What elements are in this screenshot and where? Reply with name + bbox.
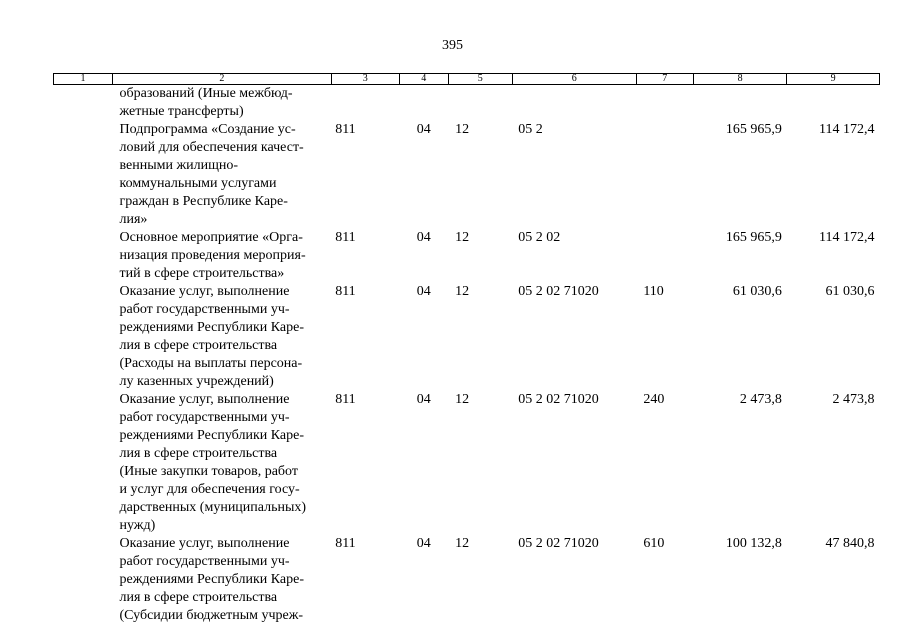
table-row [54,121,880,229]
row-rz [399,85,448,122]
row-csr: 05 2 02 [518,230,561,245]
row-pr: 12 [455,122,470,137]
row-rz: 04 [416,230,431,245]
row-sum-1: 165 965,9 [725,230,782,245]
header-col-8: 8 [693,74,787,85]
row-csr: 05 2 02 71020 [518,536,599,551]
header-col-1: 1 [54,74,113,85]
page-number: 395 [442,38,463,53]
row-vr [636,121,693,229]
row-vr [636,229,693,283]
table-row [54,229,880,283]
row-sum-2: 114 172,4 [819,230,875,245]
row-csr: 05 2 02 71020 [518,284,599,299]
row-index-cell [54,121,113,229]
table-header [54,74,880,85]
row-kvsr: 811 [335,230,356,245]
row-index-cell [54,283,113,391]
row-csr [512,85,636,122]
row-pr: 12 [455,230,470,245]
row-sum-2: 61 030,6 [825,284,875,299]
row-vr: 110 [643,284,664,299]
row-name: образований (Иные межбюд- жетные трансферты) [119,86,293,119]
row-sum-2: 2 473,8 [832,392,875,407]
table-row [54,391,880,535]
row-rz: 04 [416,536,431,551]
row-sum-1: 2 473,8 [739,392,782,407]
row-name: Основное мероприятие «Орга- низация проведения мероприя- тий в сфере строительства» [119,230,306,281]
table-body [54,85,880,626]
header-col-3: 3 [331,74,399,85]
row-index-cell [54,535,113,625]
row-rz: 04 [416,284,431,299]
row-index-cell [54,391,113,535]
row-index-cell [54,85,113,122]
row-name: Подпрограмма «Создание ус- ловий для обеспечения качест- венными жилищно- коммунальными услугами граждан в Республике Каре- лия» [119,122,304,227]
row-index-cell [54,229,113,283]
row-csr: 05 2 [518,122,543,137]
row-name: Оказание услуг, выполнение работ государственными уч- реждениями Республики Каре- лия в сфере строительства (Иные закупки товаров, работ и услуг для обеспечения госу- дарственных (муниципальных) нужд) [119,392,307,533]
row-rz: 04 [416,122,431,137]
row-sum-2: 114 172,4 [819,122,875,137]
header-row [54,74,880,85]
row-kvsr: 811 [335,284,356,299]
header-col-7: 7 [636,74,693,85]
row-csr: 05 2 02 71020 [518,392,599,407]
row-name: Оказание услуг, выполнение работ государственными уч- реждениями Республики Каре- лия в сфере строительства (Субсидии бюджетным учреж- [119,536,304,623]
row-sum-1: 61 030,6 [732,284,782,299]
row-kvsr [331,85,399,122]
header-col-2: 2 [113,74,332,85]
table-row [54,85,880,122]
row-sum-1: 165 965,9 [725,122,782,137]
row-sum-2: 47 840,8 [825,536,875,551]
row-pr: 12 [455,284,470,299]
row-sum-1: 100 132,8 [725,536,782,551]
row-pr [448,85,512,122]
table-row [54,283,880,391]
row-pr: 12 [455,536,470,551]
row-pr: 12 [455,392,470,407]
row-name: Оказание услуг, выполнение работ государственными уч- реждениями Республики Каре- лия в сфере строительства (Расходы на выплаты персона- лу казенных учреждений) [119,284,304,389]
header-col-9: 9 [787,74,880,85]
row-sum-2 [787,85,880,122]
row-kvsr: 811 [335,392,356,407]
table-row [54,535,880,625]
header-col-5: 5 [448,74,512,85]
row-sum-1 [693,85,787,122]
row-kvsr: 811 [335,122,356,137]
budget-table [53,73,880,625]
row-vr [636,85,693,122]
row-vr: 240 [643,392,665,407]
header-col-4: 4 [399,74,448,85]
row-vr: 610 [643,536,665,551]
row-rz: 04 [416,392,431,407]
row-kvsr: 811 [335,536,356,551]
header-col-6: 6 [512,74,636,85]
